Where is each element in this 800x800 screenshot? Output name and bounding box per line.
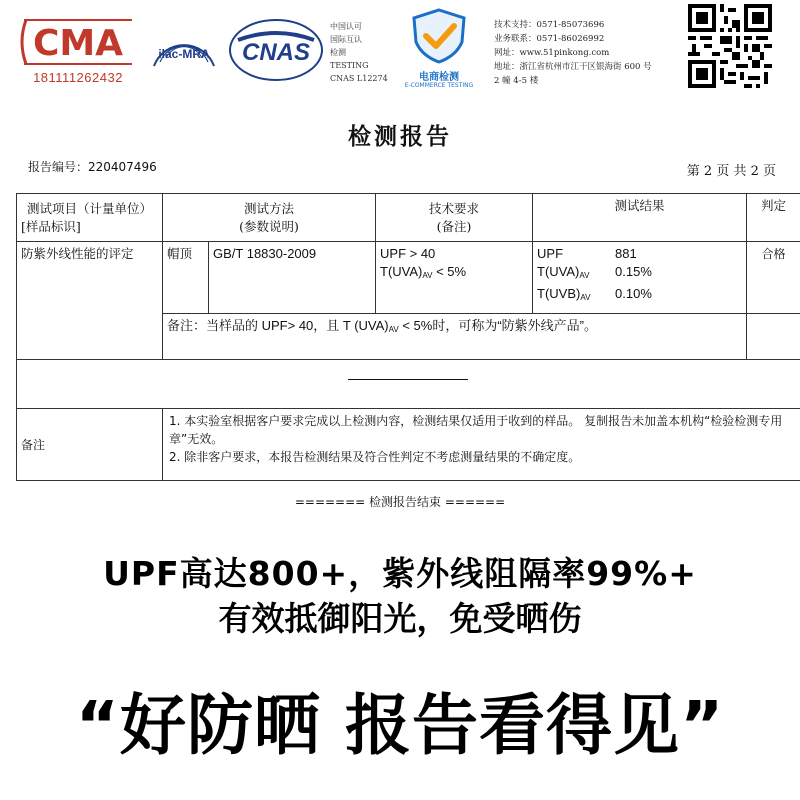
- document-title: 检测报告: [348, 123, 452, 150]
- header-text: [样品标识]: [21, 218, 81, 234]
- remark-item: 2. 除非客户要求，本报告检测结果及符合性判定不考虑测量结果的不确定度。: [169, 450, 581, 464]
- remark-item: 1. 本实验室根据客户要求完成以上检测内容，检测结果仅适用于收到的样品。 复制报告未加盖本机构“检验检测专用章”无效。: [169, 414, 783, 446]
- blank-row: [17, 360, 800, 409]
- header-cell-item: [17, 194, 163, 242]
- cert-line: TESTING: [330, 61, 369, 70]
- cnas-logo-text: CNAS: [241, 39, 311, 66]
- cert-line: 检测: [330, 48, 346, 57]
- header-cell-result: 测试结果: [533, 194, 747, 242]
- contact-line: 技术支持：0571-85073696: [494, 20, 605, 30]
- requirement-uva: $T(UVA)_{AV} < 5\%$: [380, 264, 467, 280]
- shield-check-icon: [404, 6, 474, 66]
- table-row: [17, 242, 800, 314]
- sample-part-cell: 帽顶: [163, 242, 209, 314]
- header-cell-requirement: [376, 194, 533, 242]
- header-text: (参数说明): [239, 218, 299, 234]
- contact-line: 2 幢 4-5 楼: [494, 76, 539, 86]
- result-cell: [533, 242, 747, 314]
- test-item-cell: 防紫外线性能的评定: [17, 242, 163, 360]
- promo-headline-upf: UPF高达800+，紫外线阻隔率99%+: [103, 554, 697, 593]
- accreditation-text: [330, 20, 388, 85]
- requirement-upf: UPF > 40: [380, 246, 436, 261]
- header-text: 测试方法: [244, 200, 295, 216]
- contact-line: 业务联系：0571-86026992: [494, 34, 605, 44]
- ecom-label: 电商检测: [419, 72, 459, 83]
- test-results-table: [16, 193, 800, 481]
- cma-logo-text: CMA: [32, 23, 124, 64]
- header-text: 测试项目（计量单位）: [26, 200, 152, 216]
- header-cell-method: [163, 194, 376, 242]
- qr-code-icon: [688, 4, 772, 88]
- judgement-cell: 合格: [747, 242, 800, 314]
- table-header-row: [17, 194, 800, 242]
- promo-slogan: “好防晒 报告看得见”: [75, 687, 725, 764]
- ilac-mra-logo: [146, 22, 222, 78]
- remarks-row: [17, 409, 800, 481]
- note-cell: 备注：当样品的 UPF> 40，且 T $(UVA)_{AV} < 5\%$时，可称为“防紫外线产品”。: [163, 314, 747, 360]
- uva-value: 0.15%: [615, 264, 652, 279]
- blank-cell: [17, 360, 800, 409]
- cma-logo: [18, 14, 138, 86]
- report-number: 报告编号：220407496: [28, 160, 157, 174]
- result-uvb: $T(UVB)_{AV}$ 0.10%: [537, 285, 742, 307]
- contact-info: [494, 18, 652, 88]
- promo-headline-sun: 有效抵御阳光，免受晒伤: [218, 599, 582, 638]
- contact-line: 地址：浙江省杭州市江干区银海街 600 号: [494, 62, 652, 72]
- remarks-cell: [163, 409, 800, 481]
- result-upf: UPF 881: [537, 246, 637, 261]
- requirement-cell: [376, 242, 533, 314]
- cert-line: 国际互认: [330, 35, 362, 44]
- report-header: [0, 0, 800, 100]
- page-number: 第 2 页 共 2 页: [686, 164, 776, 179]
- cert-line: 中国认可: [330, 22, 362, 31]
- header-text: 技术要求: [429, 200, 480, 216]
- blank-divider-line: [348, 379, 468, 380]
- result-uva: $T(UVA)_{AV}$ 0.15%: [537, 263, 742, 285]
- cma-emblem-icon: [18, 14, 138, 70]
- header-text: (备注): [436, 218, 472, 234]
- cnas-logo: [228, 18, 324, 82]
- header-cell-judgement: 判定: [747, 194, 800, 242]
- ilac-logo-text: ilac-MRA: [158, 47, 210, 61]
- cma-number: 181111262432: [33, 70, 123, 85]
- test-method-cell: GB/T 18830-2009: [209, 242, 376, 314]
- contact-line: 网址：www.51pinkong.com: [494, 48, 610, 58]
- empty-cell: [747, 314, 800, 360]
- uvb-value: 0.10%: [615, 286, 652, 301]
- report-end-marker: ======= 检测报告结束 ======: [294, 495, 506, 509]
- upf-value: 881: [615, 246, 637, 261]
- ecommerce-testing-logo: [404, 6, 474, 92]
- cert-line: CNAS L12274: [330, 74, 388, 83]
- remarks-label: 备注: [17, 409, 163, 481]
- ecom-sub: E-COMMERCE TESTING: [404, 82, 474, 89]
